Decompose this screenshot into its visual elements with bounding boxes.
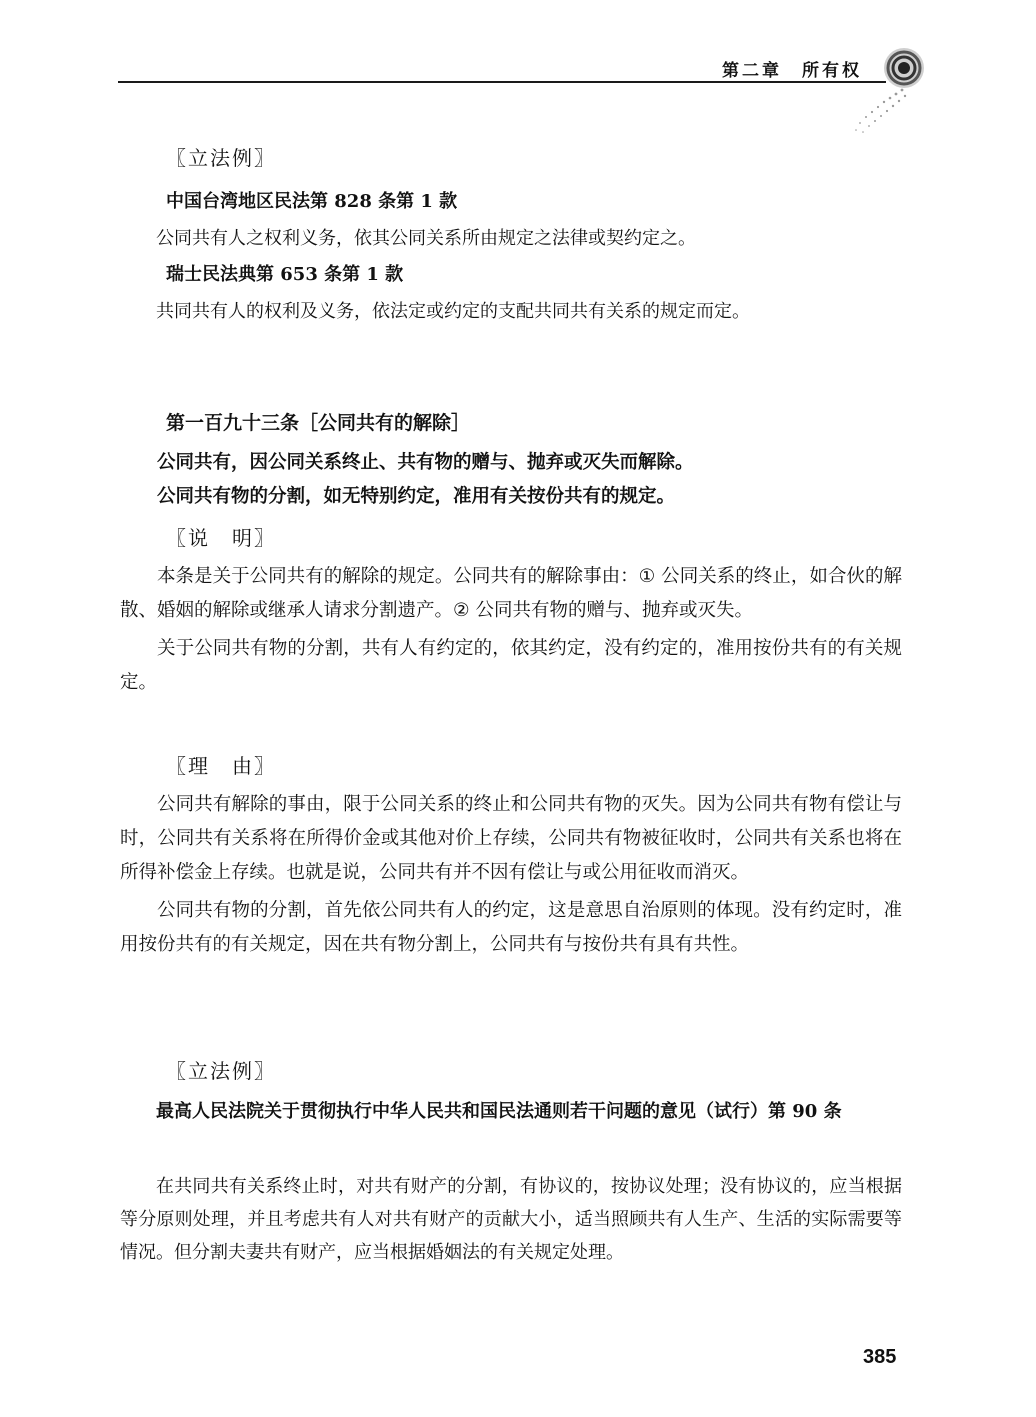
article-title: 第一百九十三条［公同共有的解除］ xyxy=(166,412,471,434)
chapter-number: 第二章 xyxy=(722,61,782,81)
legislation-text-block xyxy=(120,1170,902,1269)
legislation-source-title: 瑞士民法典第 653 条第 1 款 xyxy=(166,264,404,285)
legislation-text: 共同共有人的权利及义务，依法定或约定的支配共同共有关系的规定而定。 xyxy=(156,301,750,322)
legislation-text: 公同共有人之权利义务，依其公同关系所由规定之法律或契约定之。 xyxy=(156,228,696,249)
legislation-source-title: 最高人民法院关于贯彻执行中华人民共和国民法通则若干问题的意见（试行）第 90 条 xyxy=(156,1101,842,1122)
chapter-title: 所有权 xyxy=(802,61,862,81)
header-rule xyxy=(118,81,886,83)
explanation-body xyxy=(120,560,902,700)
explanation-paragraph: 关于公同共有物的分割，共有人有约定的，依其约定，没有约定的，准用按份共有的有关规定。 xyxy=(120,638,902,693)
header-dots-decoration-icon xyxy=(850,86,910,136)
reason-paragraph: 公同共有物的分割，首先依公同共有人的约定，这是意思自治原则的体现。没有约定时，准用按份共有的有关规定，因在共有物分割上，公同共有与按份共有具有共性。 xyxy=(120,900,902,955)
legislation-text: 在共同共有关系终止时，对共有财产的分割，有协议的，按协议处理；没有协议的，应当根据等分原则处理，并且考虑共有人对共有财产的贡献大小，适当照顾共有人生产、生活的实际需要等情况。但分割夫妻共有财产，应当根据婚姻法的有关规定处理。 xyxy=(120,1176,902,1263)
reason-paragraph: 公同共有解除的事由，限于公同关系的终止和公同共有物的灭失。因为公同共有物有偿让与时，公同共有关系将在所得价金或其他对价上存续，公同共有物被征收时，公同共有关系也将在所得补偿金上存续。也就是说，公同共有并不因有偿让与或公用征收而消灭。 xyxy=(120,794,902,883)
article-clause: 公同共有物的分割，如无特别约定，准用有关按份共有的规定。 xyxy=(157,486,676,507)
explanation-paragraph: 本条是关于公同共有的解除的规定。公同共有的解除事由：① 公同关系的终止，如合伙的解散、婚姻的解除或继承人请求分割遗产。② 公同共有物的赠与、抛弃或灭失。 xyxy=(120,566,902,621)
article-clause: 公同共有，因公同关系终止、共有物的赠与、抛弃或灭失而解除。 xyxy=(157,452,694,473)
section-label-reason: 〖理 由〗 xyxy=(166,754,276,778)
legislation-source-title: 中国台湾地区民法第 828 条第 1 款 xyxy=(166,191,458,212)
page-number: 385 xyxy=(863,1346,897,1368)
section-label-legislation: 〖立法例〗 xyxy=(166,1059,276,1083)
section-label-explanation: 〖说 明〗 xyxy=(166,526,276,550)
legislation-source-block xyxy=(120,1095,902,1128)
legislation-text-block xyxy=(120,222,902,255)
section-label-legislation: 〖立法例〗 xyxy=(166,146,276,170)
reason-body xyxy=(120,788,902,962)
legislation-text-block xyxy=(120,295,902,328)
article-body xyxy=(120,446,902,514)
header-ornament-icon xyxy=(882,46,926,90)
running-header xyxy=(722,56,862,81)
